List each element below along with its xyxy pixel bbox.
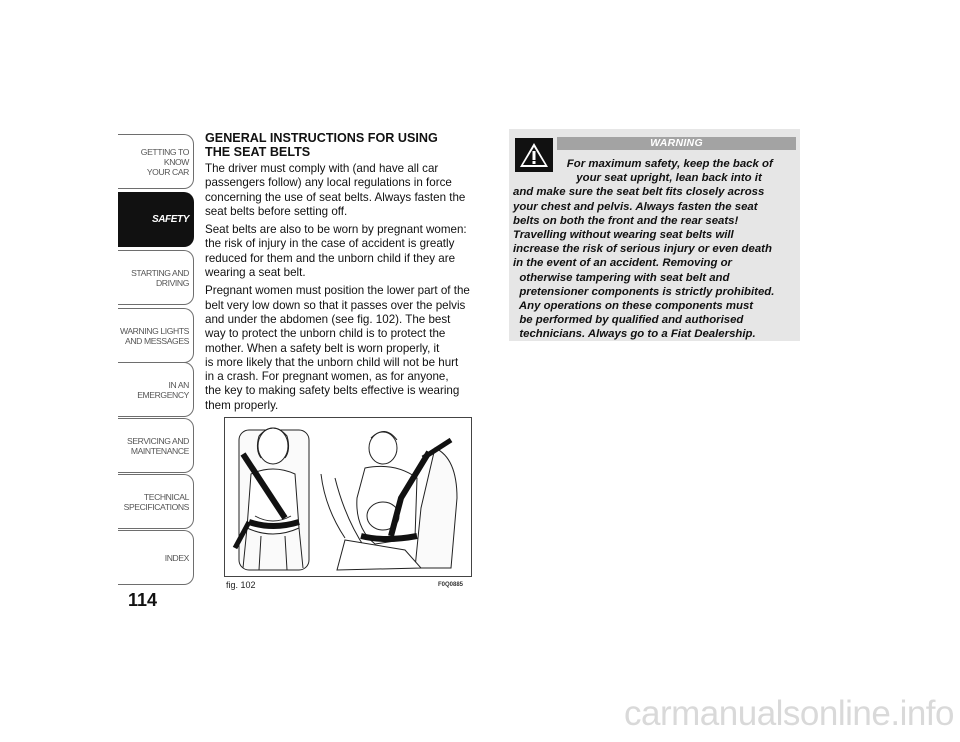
tab-safety[interactable]: SAFETY (118, 192, 194, 247)
watermark-url: carmanualsonline.info (624, 694, 954, 733)
warning-title: WARNING (557, 137, 796, 150)
tab-starting-and-driving[interactable]: STARTING AND DRIVING (118, 250, 194, 305)
figure-label: fig. 102 (226, 580, 256, 590)
warning-text: For maximum safety, keep the back of your seat upright, lean back into it and make sure the seat belt fits closely across your chest and pelvis. Always fasten the seat belts on both the front and the rear seats! Travelling without wearing seat belts will increase the risk of serious injury or even death in the event of an accident. Removing or otherwise tampering with seat belt and pretensioner components is strictly prohibited. Any operations on these components must be performed by qualified and authorised technicians. Always go to a Fiat Dealership. (513, 158, 775, 341)
page-number: 114 (128, 590, 158, 610)
paragraph-2: Seat belts are also to be worn by pregnant women: the risk of injury in the case of accident is greatly reduced for them and the unborn child if they are wearing a seat belt. (205, 223, 467, 280)
section-heading: GENERAL INSTRUCTIONS FOR USING THE SEAT BELTS (205, 131, 438, 159)
tab-servicing[interactable]: SERVICING AND MAINTENANCE (118, 418, 194, 473)
tab-warning-lights[interactable]: WARNING LIGHTS AND MESSAGES (118, 308, 194, 363)
figure-illustration (224, 417, 472, 577)
figure-code: F0Q0885 (438, 582, 464, 588)
tab-technical-specs[interactable]: TECHNICAL SPECIFICATIONS (118, 474, 194, 529)
tab-in-an-emergency[interactable]: IN AN EMERGENCY (118, 362, 194, 417)
paragraph-1: The driver must comply with (and have all car passengers follow) any local regulations in force concerning the use of seat belts. Always fasten the seat belts before setting off. (205, 162, 466, 218)
seatbelt-illustration (225, 418, 471, 576)
main-text-column (205, 131, 497, 417)
paragraph-3: Pregnant women must position the lower part of the belt very low down so that it passes over the pelvis and under the abdomen (see fig. 102). The best way to protect the unborn child is to protect the mother. When a safety belt is worn properly, it is more likely that the unborn child will not be hurt in a crash. For pregnant women, as for anyone, the key to making safety belts effective is wearing them properly. (205, 284, 470, 412)
tab-getting-to-know[interactable]: GETTING TO KNOW YOUR CAR (118, 134, 194, 189)
tab-index[interactable]: INDEX (118, 530, 194, 585)
